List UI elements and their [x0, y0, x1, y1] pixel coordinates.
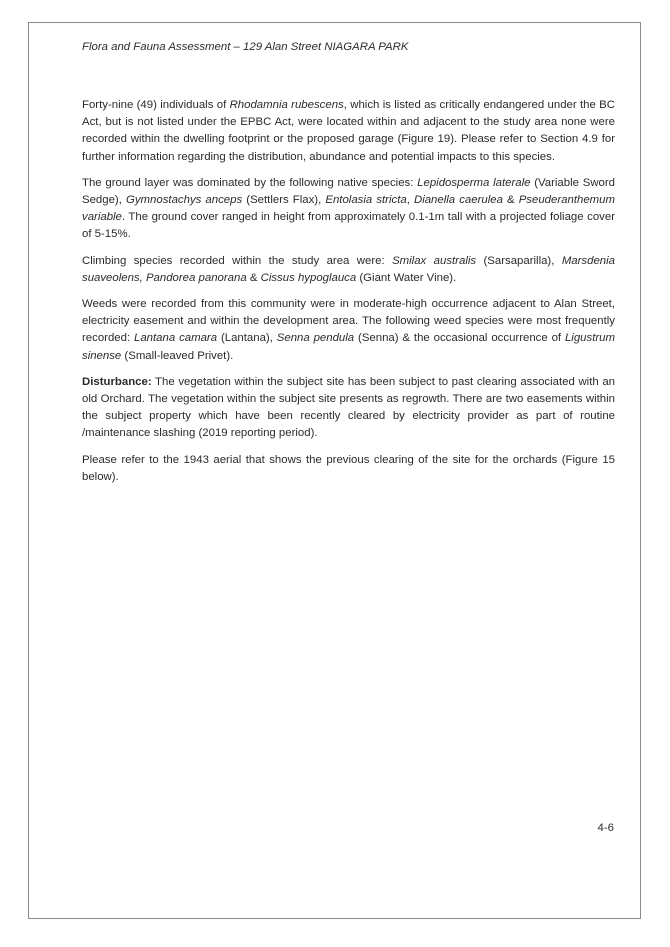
- text-run: (Senna) & the occasional occurrence of: [354, 332, 565, 345]
- text-run: , which is listed as critically endangered under the BC Act, but is not listed under the EPBC Act, were located within and adjacent to the study area none were recorded within the dwelling footprint or the proposed garage (Figure 19). Please refer to Section 4.9 for further information regarding the distribution, abundance and potential impacts to this species.: [82, 99, 615, 163]
- text-run: . The ground cover ranged in height from approximately 0.1-1m tall with a projected foliage cover of 5-15%.: [82, 211, 615, 241]
- text-run: (Variable Sword Sedge),: [82, 176, 616, 207]
- paragraph-ground-layer: [82, 175, 615, 244]
- species-name: Dianella caerulea: [413, 194, 503, 207]
- text-run: Forty-nine (49) individuals of: [82, 99, 230, 111]
- paragraph-aerial-reference: [82, 452, 615, 486]
- running-header: Flora and Fauna Assessment – 129 Alan Street NIAGARA PARK: [82, 41, 409, 53]
- text-run: (Small-leaved Privet).: [121, 349, 234, 362]
- species-name: Senna pendula: [276, 332, 355, 345]
- text-run: &: [246, 271, 261, 284]
- text-run: (Sarsaparilla),: [476, 254, 562, 267]
- text-run: (Settlers Flax),: [242, 194, 326, 207]
- text-run: Please refer to the 1943 aerial that shows the previous clearing of the site for the orchards (Figure 15 below).: [82, 453, 615, 483]
- text-run: The vegetation within the subject site has been subject to past clearing associated with an old Orchard. The vegetation within the subject site presents as regrowth. There are two easements within the subject property which have been recently cleared by electricity provider as part of routine /maintenance slashing (2019 reporting period).: [82, 375, 615, 440]
- paragraph-climbing-species: [82, 253, 615, 287]
- page-number: 4-6: [597, 822, 614, 834]
- document-body: [82, 97, 615, 486]
- species-name: Rhodamnia rubescens: [229, 99, 344, 111]
- text-run: (Lantana),: [217, 332, 277, 345]
- species-name: Ligustrum sinense: [82, 332, 615, 362]
- paragraph-disturbance: [82, 374, 615, 443]
- paragraph-weeds: [82, 296, 615, 365]
- disturbance-label: Disturbance:: [82, 375, 152, 388]
- species-name: Lepidosperma laterale: [417, 176, 531, 189]
- text-run: Weeds were recorded from this community were in moderate-high occurrence adjacent to Alan Street, electricity easement and within the development area. The following weed species were most frequently recorded:: [82, 298, 615, 345]
- text-run: ,: [406, 194, 414, 207]
- species-name: Gymnostachys anceps: [126, 194, 243, 207]
- species-name: Lantana camara: [134, 332, 218, 345]
- text-run: (Giant Water Vine).: [356, 271, 457, 284]
- text-run: &: [502, 194, 519, 207]
- text-run: The ground layer was dominated by the following native species:: [82, 176, 418, 189]
- species-name: Cissus hypoglauca: [260, 271, 357, 284]
- species-name: Pseuderanthemum variable: [82, 194, 615, 224]
- species-name: Entolasia stricta: [325, 194, 407, 207]
- species-name: Marsdenia suaveolens, Pandorea panorana: [82, 254, 615, 284]
- paragraph-rhodamnia: [82, 97, 615, 166]
- text-run: Climbing species recorded within the study area were:: [82, 254, 393, 267]
- species-name: Smilax australis: [392, 254, 477, 267]
